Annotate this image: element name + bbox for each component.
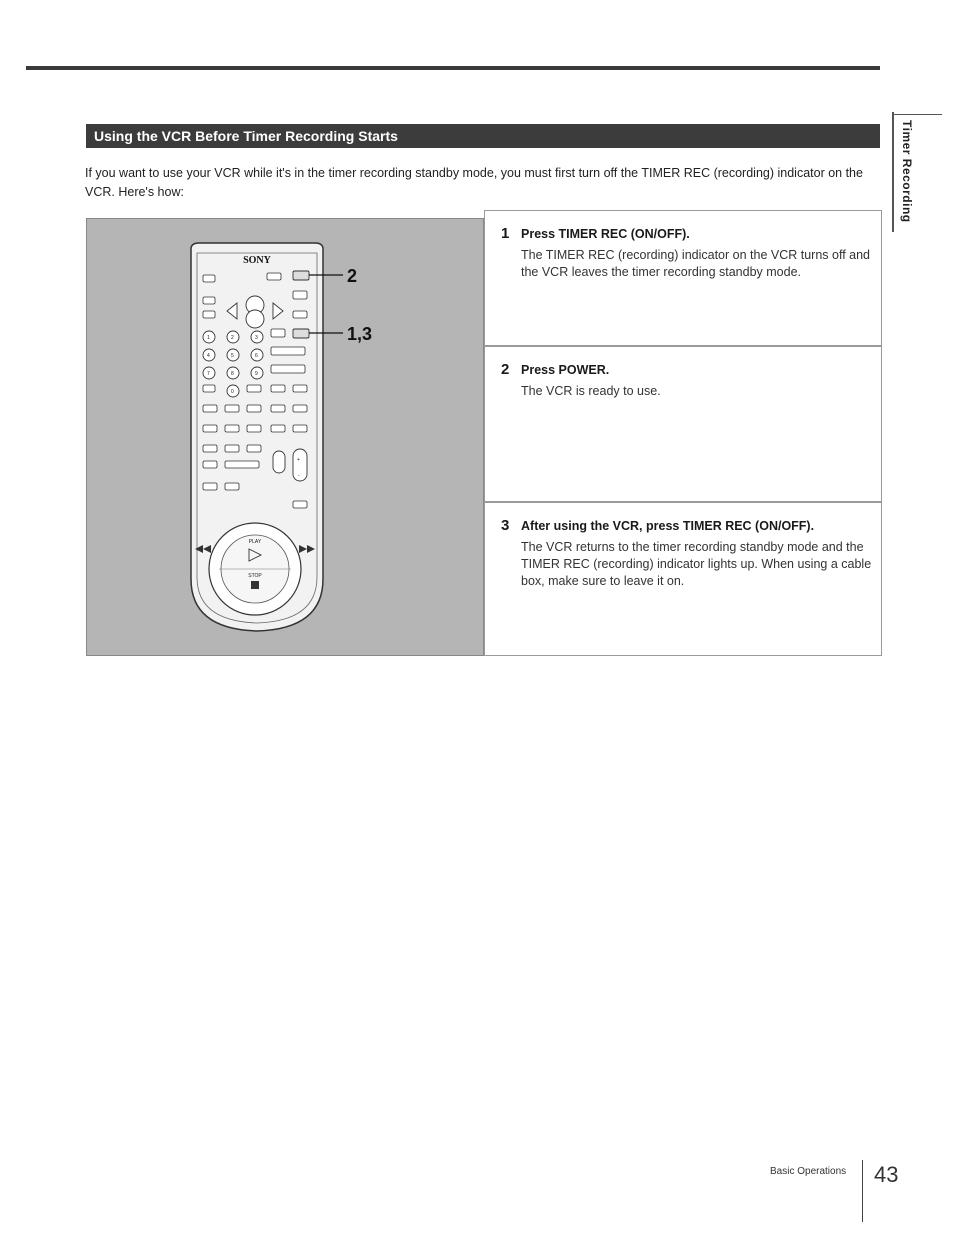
intro-paragraph: If you want to use your VCR while it's in the timer recording standby mode, you must first turn off the TIMER REC (recording) indicator on the VCR. Here's how:: [85, 166, 863, 199]
step-2: [484, 346, 882, 502]
callout-timer-rec: 1,3: [347, 324, 373, 344]
step-number: 1: [501, 225, 510, 242]
svg-text:+: +: [297, 457, 300, 463]
remote-button: [293, 311, 307, 318]
remote-illustration-panel: [86, 218, 484, 656]
svg-text:2: 2: [231, 335, 234, 341]
top-rule: [26, 66, 880, 70]
remote-button: [271, 347, 305, 355]
cursor-down-button: [246, 310, 264, 328]
remote-button: [267, 273, 281, 280]
remote-button: [203, 297, 215, 304]
stop-label: STOP: [248, 573, 262, 579]
callout-power: 2: [347, 266, 358, 286]
page-number: 43: [874, 1162, 899, 1187]
svg-text:4: 4: [207, 353, 210, 359]
remote-button: [203, 311, 215, 318]
step-body: The TIMER REC (recording) indicator on the VCR turns off and the VCR leaves the timer recording standby mode.: [521, 248, 870, 279]
step-number: 3: [501, 517, 510, 534]
svg-text:-: -: [298, 473, 300, 479]
svg-text:8: 8: [231, 371, 234, 377]
channel-rocker: [273, 451, 285, 473]
remote-control-illustration: [87, 219, 483, 655]
step-number: 2: [501, 361, 510, 378]
svg-text:1: 1: [207, 335, 210, 341]
svg-text:0: 0: [231, 389, 234, 395]
remote-button: [293, 291, 307, 299]
power-button: [293, 271, 309, 280]
remote-brand: SONY: [243, 255, 271, 266]
svg-text:3: 3: [255, 335, 258, 341]
step-heading: After using the VCR, press TIMER REC (ON/OFF).: [521, 519, 815, 533]
side-tab-top-rule: [892, 114, 942, 115]
step-heading: Press POWER.: [521, 363, 610, 377]
side-tab-label: Timer Recording: [900, 120, 914, 223]
step-body: The VCR is ready to use.: [521, 384, 661, 398]
timer-rec-button: [293, 329, 309, 338]
play-label: PLAY: [248, 539, 262, 545]
section-title: Using the VCR Before Timer Recording Starts: [86, 124, 880, 148]
step-1: [484, 210, 882, 346]
step-3: [484, 502, 882, 656]
step-heading: Press TIMER REC (ON/OFF).: [521, 227, 690, 241]
clear-button: [271, 329, 285, 337]
svg-text:7: 7: [207, 371, 210, 377]
footer-section-label: Basic Operations: [770, 1166, 847, 1177]
stop-icon: [251, 581, 259, 589]
svg-text:9: 9: [255, 371, 258, 377]
steps-list: [484, 210, 884, 656]
svg-text:6: 6: [255, 353, 258, 359]
svg-text:5: 5: [231, 353, 234, 359]
volume-rocker: [293, 449, 307, 481]
remote-button: [203, 275, 215, 282]
side-tab: [886, 112, 926, 242]
side-tab-rule: [892, 112, 894, 232]
step-body: The VCR returns to the timer recording standby mode and the TIMER REC (recording) indicator lights up. When using a cable box, make sure to leave it on.: [521, 540, 872, 588]
footer-rule: [862, 1160, 863, 1222]
remote-button: [271, 365, 305, 373]
